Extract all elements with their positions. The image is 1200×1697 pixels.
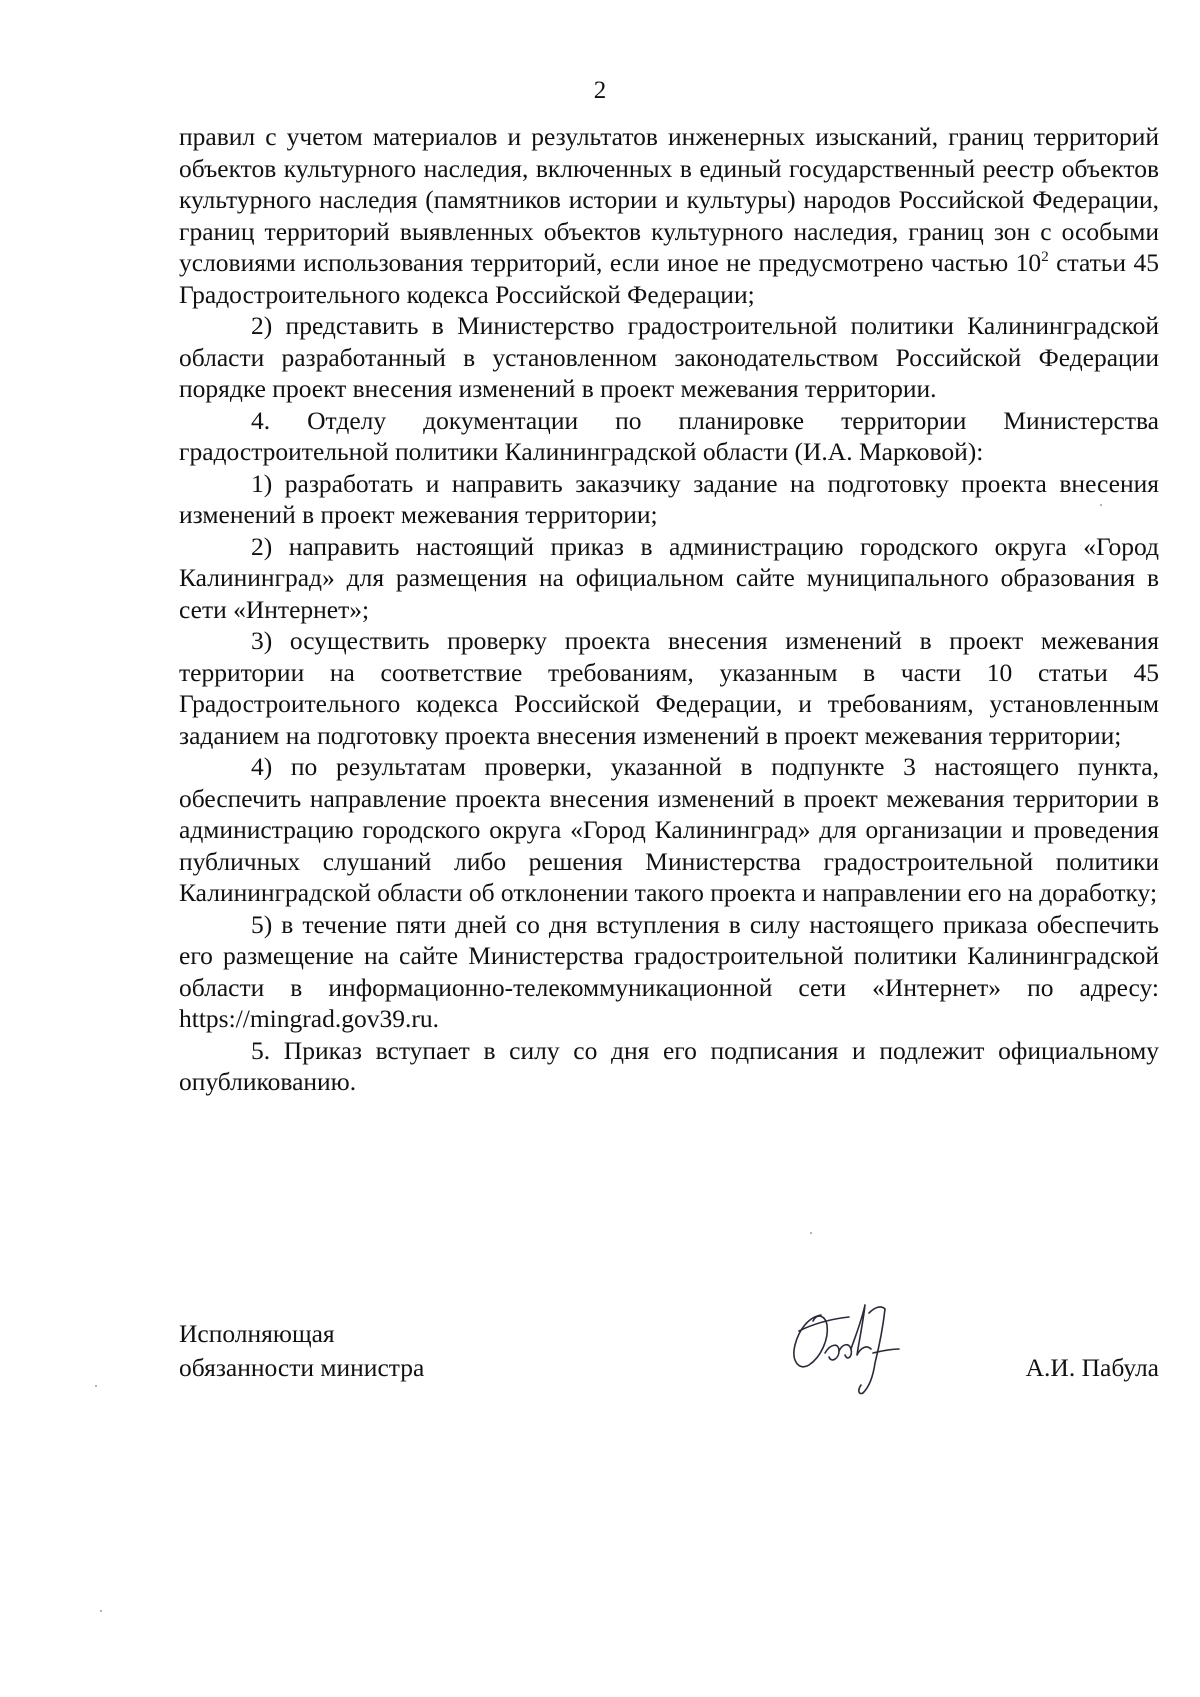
paragraph-item-3-2: 2) представить в Министерство градостроительной политики Калининградской области разработанный в установленном законодательством Российской Федерации порядке проект внесения изменений в проект межевания территории. xyxy=(179,311,1159,403)
document-body xyxy=(179,121,1159,1098)
superscript: 2 xyxy=(1041,249,1049,265)
paragraph-item-4: 4. Отделу документации по планировке территории Министерства градостроительной политики Калининградской области (И.А. Марковой): xyxy=(179,405,1159,466)
paragraph-item-4-2: 2) направить настоящий приказ в администрацию городского округа «Город Калининград» для размещения на официальном сайте муниципального образования в сети «Интернет»; xyxy=(179,531,1159,624)
scan-speck xyxy=(100,1610,102,1612)
paragraph-text-tail: статьи 45 Градостроительного кодекса Российской Федерации; xyxy=(179,248,1159,309)
signatory-position xyxy=(179,1317,424,1385)
scan-speck xyxy=(1100,504,1102,506)
signature-block xyxy=(179,1317,1159,1437)
paragraph-continuation xyxy=(179,121,1159,310)
paragraph-item-4-1: 1) разработать и направить заказчику задание на подготовку проекта внесения изменений в проект межевания территории; xyxy=(179,468,1159,529)
signatory-name: А.И. Пабула xyxy=(1025,1353,1159,1382)
scan-speck xyxy=(95,1385,97,1387)
paragraph-item-5: 5. Приказ вступает в силу со дня его подписания и подлежит официальному опубликованию. xyxy=(179,1035,1159,1096)
page-number: 2 xyxy=(593,77,607,104)
scan-speck xyxy=(810,1232,812,1234)
paragraph-item-4-5: 5) в течение пяти дней со дня вступления в силу настоящего приказа обеспечить его размещение на сайте Министерства градостроительной политики Калининградской области в информационно-телекоммуникационной сети «Интернет» по адресу: https://mingrad.gov39.ru. xyxy=(179,909,1159,1033)
paragraph-item-4-4: 4) по результатам проверки, указанной в подпункте 3 настоящего пункта, обеспечить направление проекта внесения изменений в проект межевания территории в администрацию городского округа «Город Калининград» для организации и проведения публичных слушаний либо решения Министерства градостроительной политики Калининградской области об отклонении такого проекта и направлении его на доработку; xyxy=(179,752,1159,907)
signatory-position-line-1: Исполняющая xyxy=(179,1319,335,1348)
paragraph-item-4-3: 3) осуществить проверку проекта внесения изменений в проект межевания территории на соответствие требованиям, указанным в части 10 статьи 45 Градостроительного кодекса Российской Федерации, и требованиям, установленным заданием на подготовку проекта внесения изменений в проект межевания территории; xyxy=(179,626,1159,750)
signatory-position-line-2: обязанности министра xyxy=(179,1353,425,1382)
paragraph-text: правил с учетом материалов и результатов инженерных изысканий, границ территорий объектов культурного наследия, включенных в единый государственный реестр объектов культурного наследия (памятников истории и культуры) народов Российской Федерации, границ территорий выявленных объектов культурного наследия, границ зон с особыми условиями использования территорий, если иное не предусмотрено частью 10 xyxy=(179,122,1159,277)
handwritten-signature xyxy=(769,1287,909,1407)
